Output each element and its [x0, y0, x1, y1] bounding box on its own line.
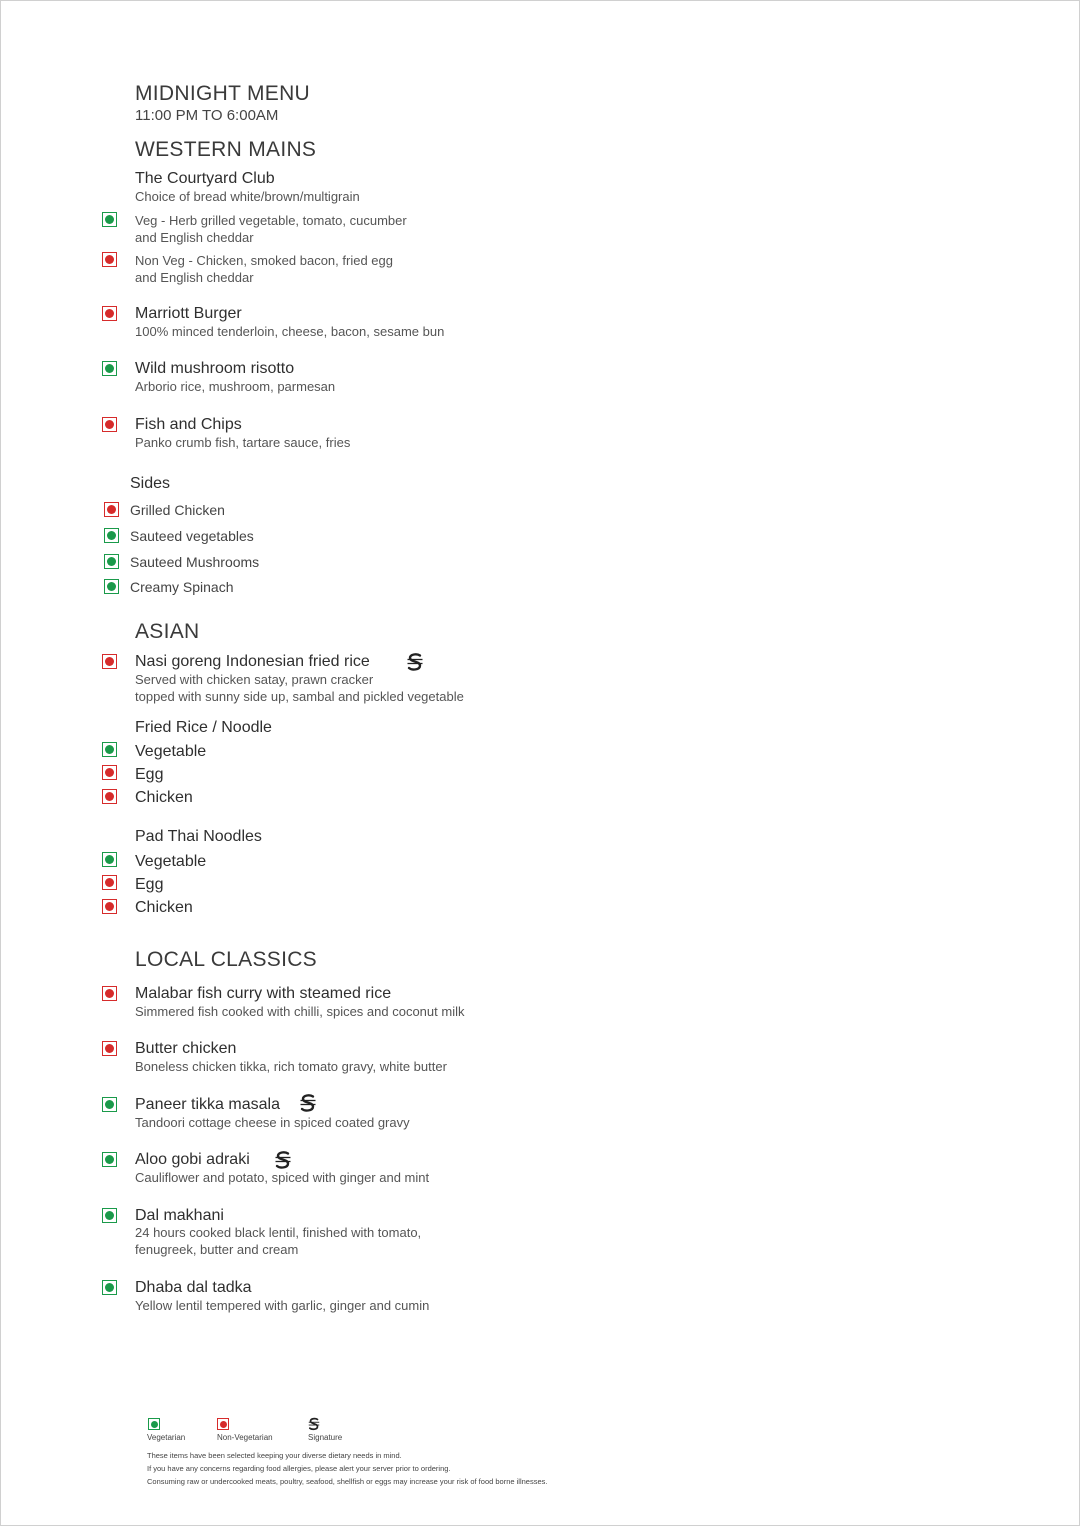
item-name: Dal makhani: [135, 1207, 224, 1224]
side-item: Sauteed vegetables: [130, 528, 254, 544]
club-veg-line1: Veg - Herb grilled vegetable, tomato, cucumber: [135, 213, 407, 228]
club-veg-line2: and English cheddar: [135, 230, 254, 245]
item-name: Paneer tikka masala: [135, 1096, 280, 1113]
non-veg-marker-icon: [102, 654, 117, 669]
item-desc: 24 hours cooked black lentil, finished with tomato,: [135, 1225, 422, 1240]
item-name: Aloo gobi adraki: [135, 1151, 250, 1168]
item-desc-nasi-1: Served with chicken satay, prawn cracker: [135, 672, 374, 687]
item-desc: Tandoori cottage cheese in spiced coated gravy: [135, 1115, 410, 1130]
item-desc: Yellow lentil tempered with garlic, ginger and cumin: [135, 1298, 430, 1313]
club-nonveg-line2: and English cheddar: [135, 270, 254, 285]
item-name: Marriott Burger: [135, 305, 242, 322]
signature-icon: [405, 652, 425, 672]
footnote-line: These items have been selected keeping your diverse dietary needs in mind.: [147, 1451, 402, 1460]
veg-marker-icon: [104, 554, 119, 569]
legend-signature-icon: [307, 1417, 321, 1431]
veg-marker-icon: [102, 1097, 117, 1112]
section-title-asian: ASIAN: [135, 620, 200, 643]
legend-non-veg-label: Non-Vegetarian: [217, 1433, 273, 1442]
item-name: Fish and Chips: [135, 416, 242, 433]
item-desc: 100% minced tenderloin, cheese, bacon, sesame bun: [135, 324, 445, 339]
option-item: Chicken: [135, 899, 193, 916]
option-item: Vegetable: [135, 853, 207, 870]
veg-marker-icon: [102, 361, 117, 376]
non-veg-marker-icon: [102, 986, 117, 1001]
option-item: Chicken: [135, 789, 193, 806]
item-desc-courtyard-club: Choice of bread white/brown/multigrain: [135, 189, 360, 204]
non-veg-marker-icon: [102, 875, 117, 890]
legend-veg-label: Vegetarian: [147, 1433, 186, 1442]
veg-marker-icon: [102, 212, 117, 227]
item-name: Wild mushroom risotto: [135, 360, 295, 377]
item-desc: Cauliflower and potato, spiced with ginger and mint: [135, 1170, 430, 1185]
non-veg-marker-icon: [102, 1041, 117, 1056]
non-veg-marker-icon: [104, 502, 119, 517]
section-title-local: LOCAL CLASSICS: [135, 948, 317, 971]
signature-icon: [273, 1150, 293, 1170]
legend-veg-icon: [148, 1418, 160, 1430]
veg-marker-icon: [102, 1208, 117, 1223]
item-desc-nasi-2: topped with sunny side up, sambal and pickled vegetable: [135, 689, 464, 704]
sides-title: Sides: [130, 475, 171, 492]
item-name: Butter chicken: [135, 1040, 237, 1057]
option-item: Egg: [135, 766, 164, 783]
option-item: Egg: [135, 876, 164, 893]
item-desc: fenugreek, butter and cream: [135, 1242, 299, 1257]
legend-signature-label: Signature: [308, 1433, 343, 1442]
side-item: Grilled Chicken: [130, 502, 225, 518]
legend-non-veg-icon: [217, 1418, 229, 1430]
section-title-western: WESTERN MAINS: [135, 138, 317, 161]
item-desc: Boneless chicken tikka, rich tomato gravy, white butter: [135, 1059, 447, 1074]
non-veg-marker-icon: [102, 417, 117, 432]
pad-thai-title: Pad Thai Noodles: [135, 828, 262, 845]
side-item: Creamy Spinach: [130, 579, 234, 595]
signature-icon: [298, 1093, 318, 1113]
item-name: Malabar fish curry with steamed rice: [135, 985, 392, 1002]
item-desc: Panko crumb fish, tartare sauce, fries: [135, 435, 351, 450]
item-name-courtyard-club: The Courtyard Club: [135, 170, 275, 187]
non-veg-marker-icon: [102, 899, 117, 914]
item-name-nasi-goreng: Nasi goreng Indonesian fried rice: [135, 653, 370, 670]
side-item: Sauteed Mushrooms: [130, 554, 260, 570]
item-name: Dhaba dal tadka: [135, 1279, 252, 1296]
non-veg-marker-icon: [102, 789, 117, 804]
club-nonveg-line1: Non Veg - Chicken, smoked bacon, fried egg: [135, 253, 393, 268]
option-item: Vegetable: [135, 743, 207, 760]
item-desc: Simmered fish cooked with chilli, spices and coconut milk: [135, 1004, 465, 1019]
veg-marker-icon: [102, 742, 117, 757]
footnote-line: If you have any concerns regarding food allergies, please alert your server prior to ordering.: [147, 1464, 451, 1473]
non-veg-marker-icon: [102, 306, 117, 321]
footnote-line: Consuming raw or undercooked meats, poultry, seafood, shellfish or eggs may increase your risk of food borne illnesses.: [147, 1477, 548, 1486]
veg-marker-icon: [104, 579, 119, 594]
fried-rice-title: Fried Rice / Noodle: [135, 719, 272, 736]
non-veg-marker-icon: [102, 252, 117, 267]
non-veg-marker-icon: [102, 765, 117, 780]
item-desc: Arborio rice, mushroom, parmesan: [135, 379, 336, 394]
veg-marker-icon: [102, 1152, 117, 1167]
veg-marker-icon: [102, 852, 117, 867]
veg-marker-icon: [104, 528, 119, 543]
menu-title: MIDNIGHT MENU: [135, 82, 311, 105]
menu-hours: 11:00 PM TO 6:00AM: [135, 107, 279, 124]
veg-marker-icon: [102, 1280, 117, 1295]
